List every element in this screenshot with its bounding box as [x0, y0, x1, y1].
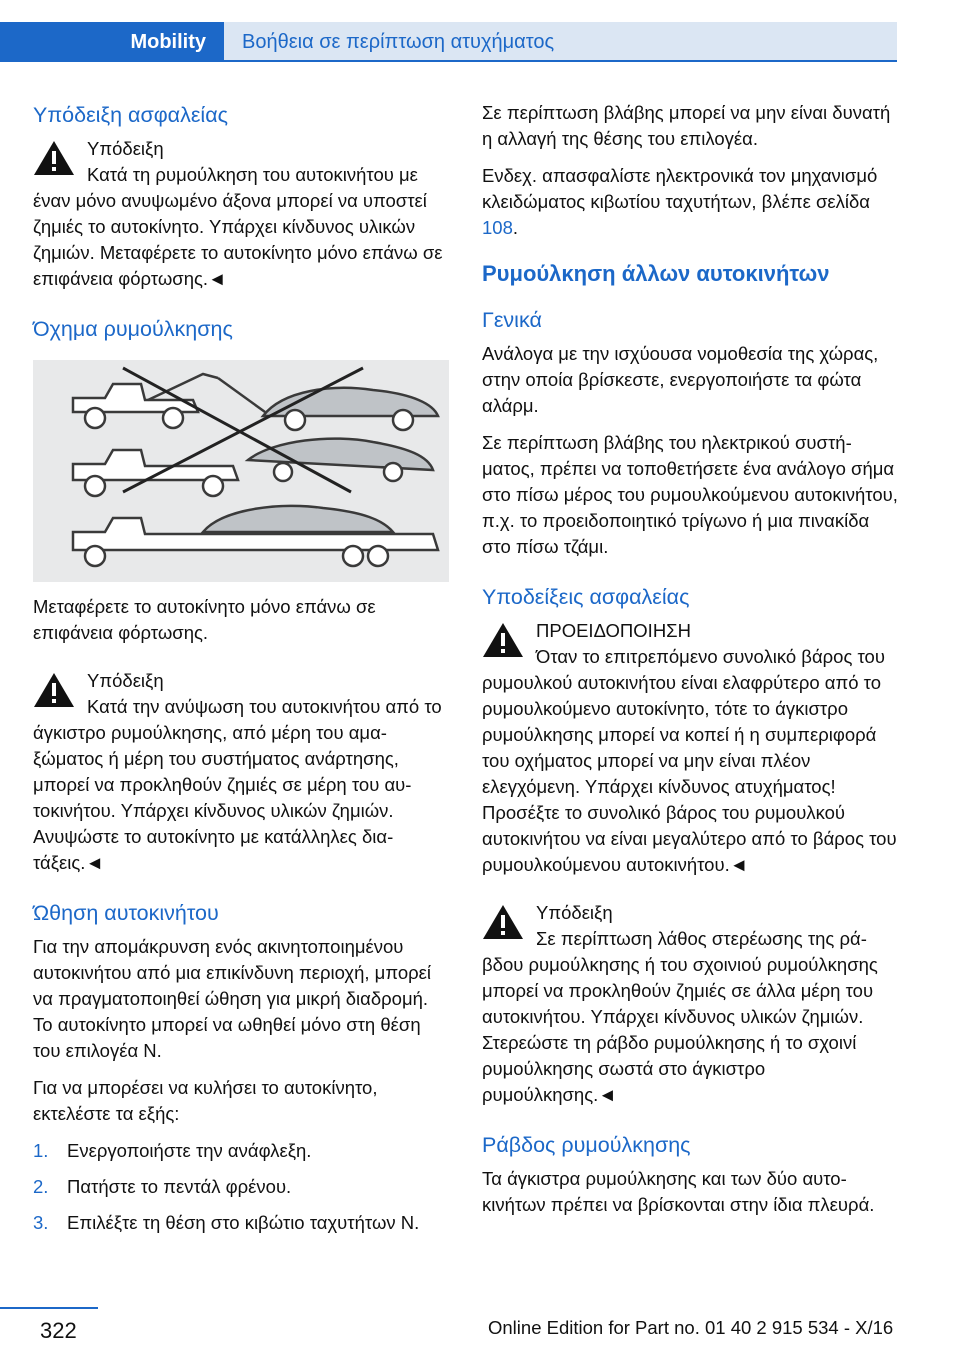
paragraph: Σε περίπτωση βλάβης του ηλεκτρικού συστήματος, πρέπει να τοποθετήσετε ένα ανάλογο σήμα στο πίσω μέρος του ρυμουλκούμενου αυτοκινήτου, π.χ. το προειδοποιητικό τρίγωνο ή μια πινακίδα στο πίσω τζάμι.: [482, 432, 898, 557]
step-text: Επιλέξτε τη θέση στο κιβώτιο ταχυτήτων N.: [67, 1212, 420, 1233]
paragraph-end: .: [512, 217, 519, 238]
warning-triangle-icon: [482, 622, 524, 658]
section-heading-safety-notes: Υποδείξεις ασφαλείας: [482, 585, 690, 609]
paragraph: Σε περίπτωση βλάβης μπορεί να μην είναι δυνατή η αλλαγή της θέσης του επιλογέα.: [482, 102, 891, 149]
header-rule: [0, 60, 897, 62]
section-heading-tow-bar: Ράβδος ρυμούλκησης: [482, 1133, 691, 1157]
section-heading-tow-vehicle: Όχημα ρυμούλκησης: [33, 317, 233, 341]
warning-note-1: [33, 136, 449, 292]
section-heading-safety-note: Υπόδειξη ασφαλείας: [33, 103, 228, 127]
section-heading-general: Γενικά: [482, 308, 542, 332]
towing-illustration: [33, 360, 449, 582]
step-text: Πατήστε το πεντάλ φρένου.: [67, 1176, 292, 1197]
list-item: [33, 1210, 449, 1236]
warning-title: Υπόδειξη: [87, 138, 164, 159]
left-column: [33, 100, 449, 1246]
warning-note-3: [482, 618, 898, 878]
section-heading-push-vehicle: Ώθηση αυτοκινήτου: [33, 901, 219, 925]
page-number: 322: [40, 1318, 77, 1343]
paragraph: Για την απομάκρυνση ενός ακινητοποιημένου αυτοκινήτου από μια επικίνδυνη περιοχή, μπορεί να πραγματοποιηθεί ώθηση για μικρή διαδρομή. Το αυτοκίνητο μπορεί να ωθηθεί μόνο στη θέση του επιλογέα N.: [33, 936, 432, 1061]
right-column: [482, 100, 898, 1229]
step-number: 2.: [33, 1176, 49, 1197]
step-text: Ενεργοποιήστε την ανάφλεξη.: [67, 1140, 312, 1161]
warning-title: ΠΡΟΕΙΔΟΠΟΙΗΣΗ: [536, 620, 691, 641]
image-caption: Μεταφέρετε το αυτοκίνητο μόνο επάνω σε επιφάνεια φόρτωσης.: [33, 596, 376, 643]
tab-accident-help[interactable]: Βοήθεια σε περίπτωση ατυχήματος: [224, 22, 897, 62]
page-link[interactable]: 108: [482, 217, 513, 238]
section-heading-tow-other-vehicles: Ρυμούλκηση άλλων αυτοκινήτων: [482, 261, 830, 286]
warning-text: Κατά την ανύψωση του αυτοκινήτου από το άγκιστρο ρυμούλκησης, από μέρη του αμαξώματος ή μέρη του συστήματος ανάρτησης, μπορεί να προκληθούν ζημιές σε μέρη του αυτοκινήτου. Υπάρχει κίνδυνος υλικών ζημιών. Ανυψώστε το αυτοκίνητο με κατάλληλες διατάξεις.◄: [33, 696, 442, 873]
warning-triangle-icon: [33, 672, 75, 708]
towing-methods-diagram: [33, 360, 449, 582]
paragraph-text: Ενδεχ. απασφαλίστε ηλεκτρονικά τον μηχανισμό κλειδώματος κιβωτίου ταχυτήτων, βλέπε σελίδα: [482, 165, 878, 212]
list-item: [33, 1174, 449, 1200]
edition-note: Online Edition for Part no. 01 40 2 915 534 - X/16: [488, 1317, 894, 1338]
warning-note-2: [33, 668, 449, 876]
paragraph: Ανάλογα με την ισχύουσα νομοθεσία της χώρας, στην οποία βρίσκεστε, ενεργοποιήστε τα φώτα αλάρμ.: [482, 343, 879, 416]
paragraph: [482, 163, 898, 241]
list-item: [33, 1138, 449, 1164]
warning-title: Υπόδειξη: [87, 670, 164, 691]
warning-note-4: [482, 900, 898, 1108]
step-number: 1.: [33, 1140, 49, 1161]
step-number: 3.: [33, 1212, 49, 1233]
warning-triangle-icon: [33, 140, 75, 176]
warning-triangle-icon: [482, 904, 524, 940]
warning-text: Όταν το επιτρεπόμενο συνολικό βάρος του ρυμουλκού αυτοκινήτου είναι ελαφρύτερο από το ρυμουλκούμενο αυτοκίνητο, τότε το άγκιστρο ρυμούλκησης μπορεί να κοπεί ή η συμπεριφορά του οχήματος μπορεί να μην είναι πλέον ελεγχόμενη. Υπάρχει κίνδυνος ατυχήματος! Προσέξτε το συνολικό βάρος του ρυμουλκού αυτοκινήτου να είναι μεγαλύτερο από το βάρος του ρυμουλκούμενου αυτοκινήτου.◄: [482, 646, 897, 875]
paragraph: Για να μπορέσει να κυλήσει το αυτοκίνητο, εκτελέστε τα εξής:: [33, 1077, 378, 1124]
paragraph: Τα άγκιστρα ρυμούλκησης και των δύο αυτοκινήτων πρέπει να βρίσκονται στην ίδια πλευρά.: [482, 1168, 875, 1215]
tab-mobility[interactable]: Mobility: [0, 22, 224, 62]
warning-text: Κατά τη ρυμούλκηση του αυτοκινήτου με έναν μόνο ανυψωμένο άξονα μπορεί να υποστεί ζημιές το αυτοκίνητο. Υπάρχει κίνδυνος υλικών ζημιών. Μεταφέρετε το αυτοκίνητο μόνο επάνω σε επιφάνεια φόρτωσης.◄: [33, 164, 443, 289]
footer-rule: [0, 1307, 98, 1309]
steps-list: [33, 1138, 449, 1236]
warning-title: Υπόδειξη: [536, 902, 613, 923]
warning-text: Σε περίπτωση λάθος στερέωσης της ράβδου ρυμούλκησης ή του σχοινιού ρυμούλκησης μπορεί να προκληθούν ζημιές σε άλλα μέρη του αυτοκινήτου. Υπάρχει κίνδυνος υλικών ζημιών. Στερεώστε τη ράβδο ρυμούλκησης ή το σχοινί ρυμούλκησης σωστά στο άγκιστρο ρυμούλκησης.◄: [482, 928, 878, 1105]
